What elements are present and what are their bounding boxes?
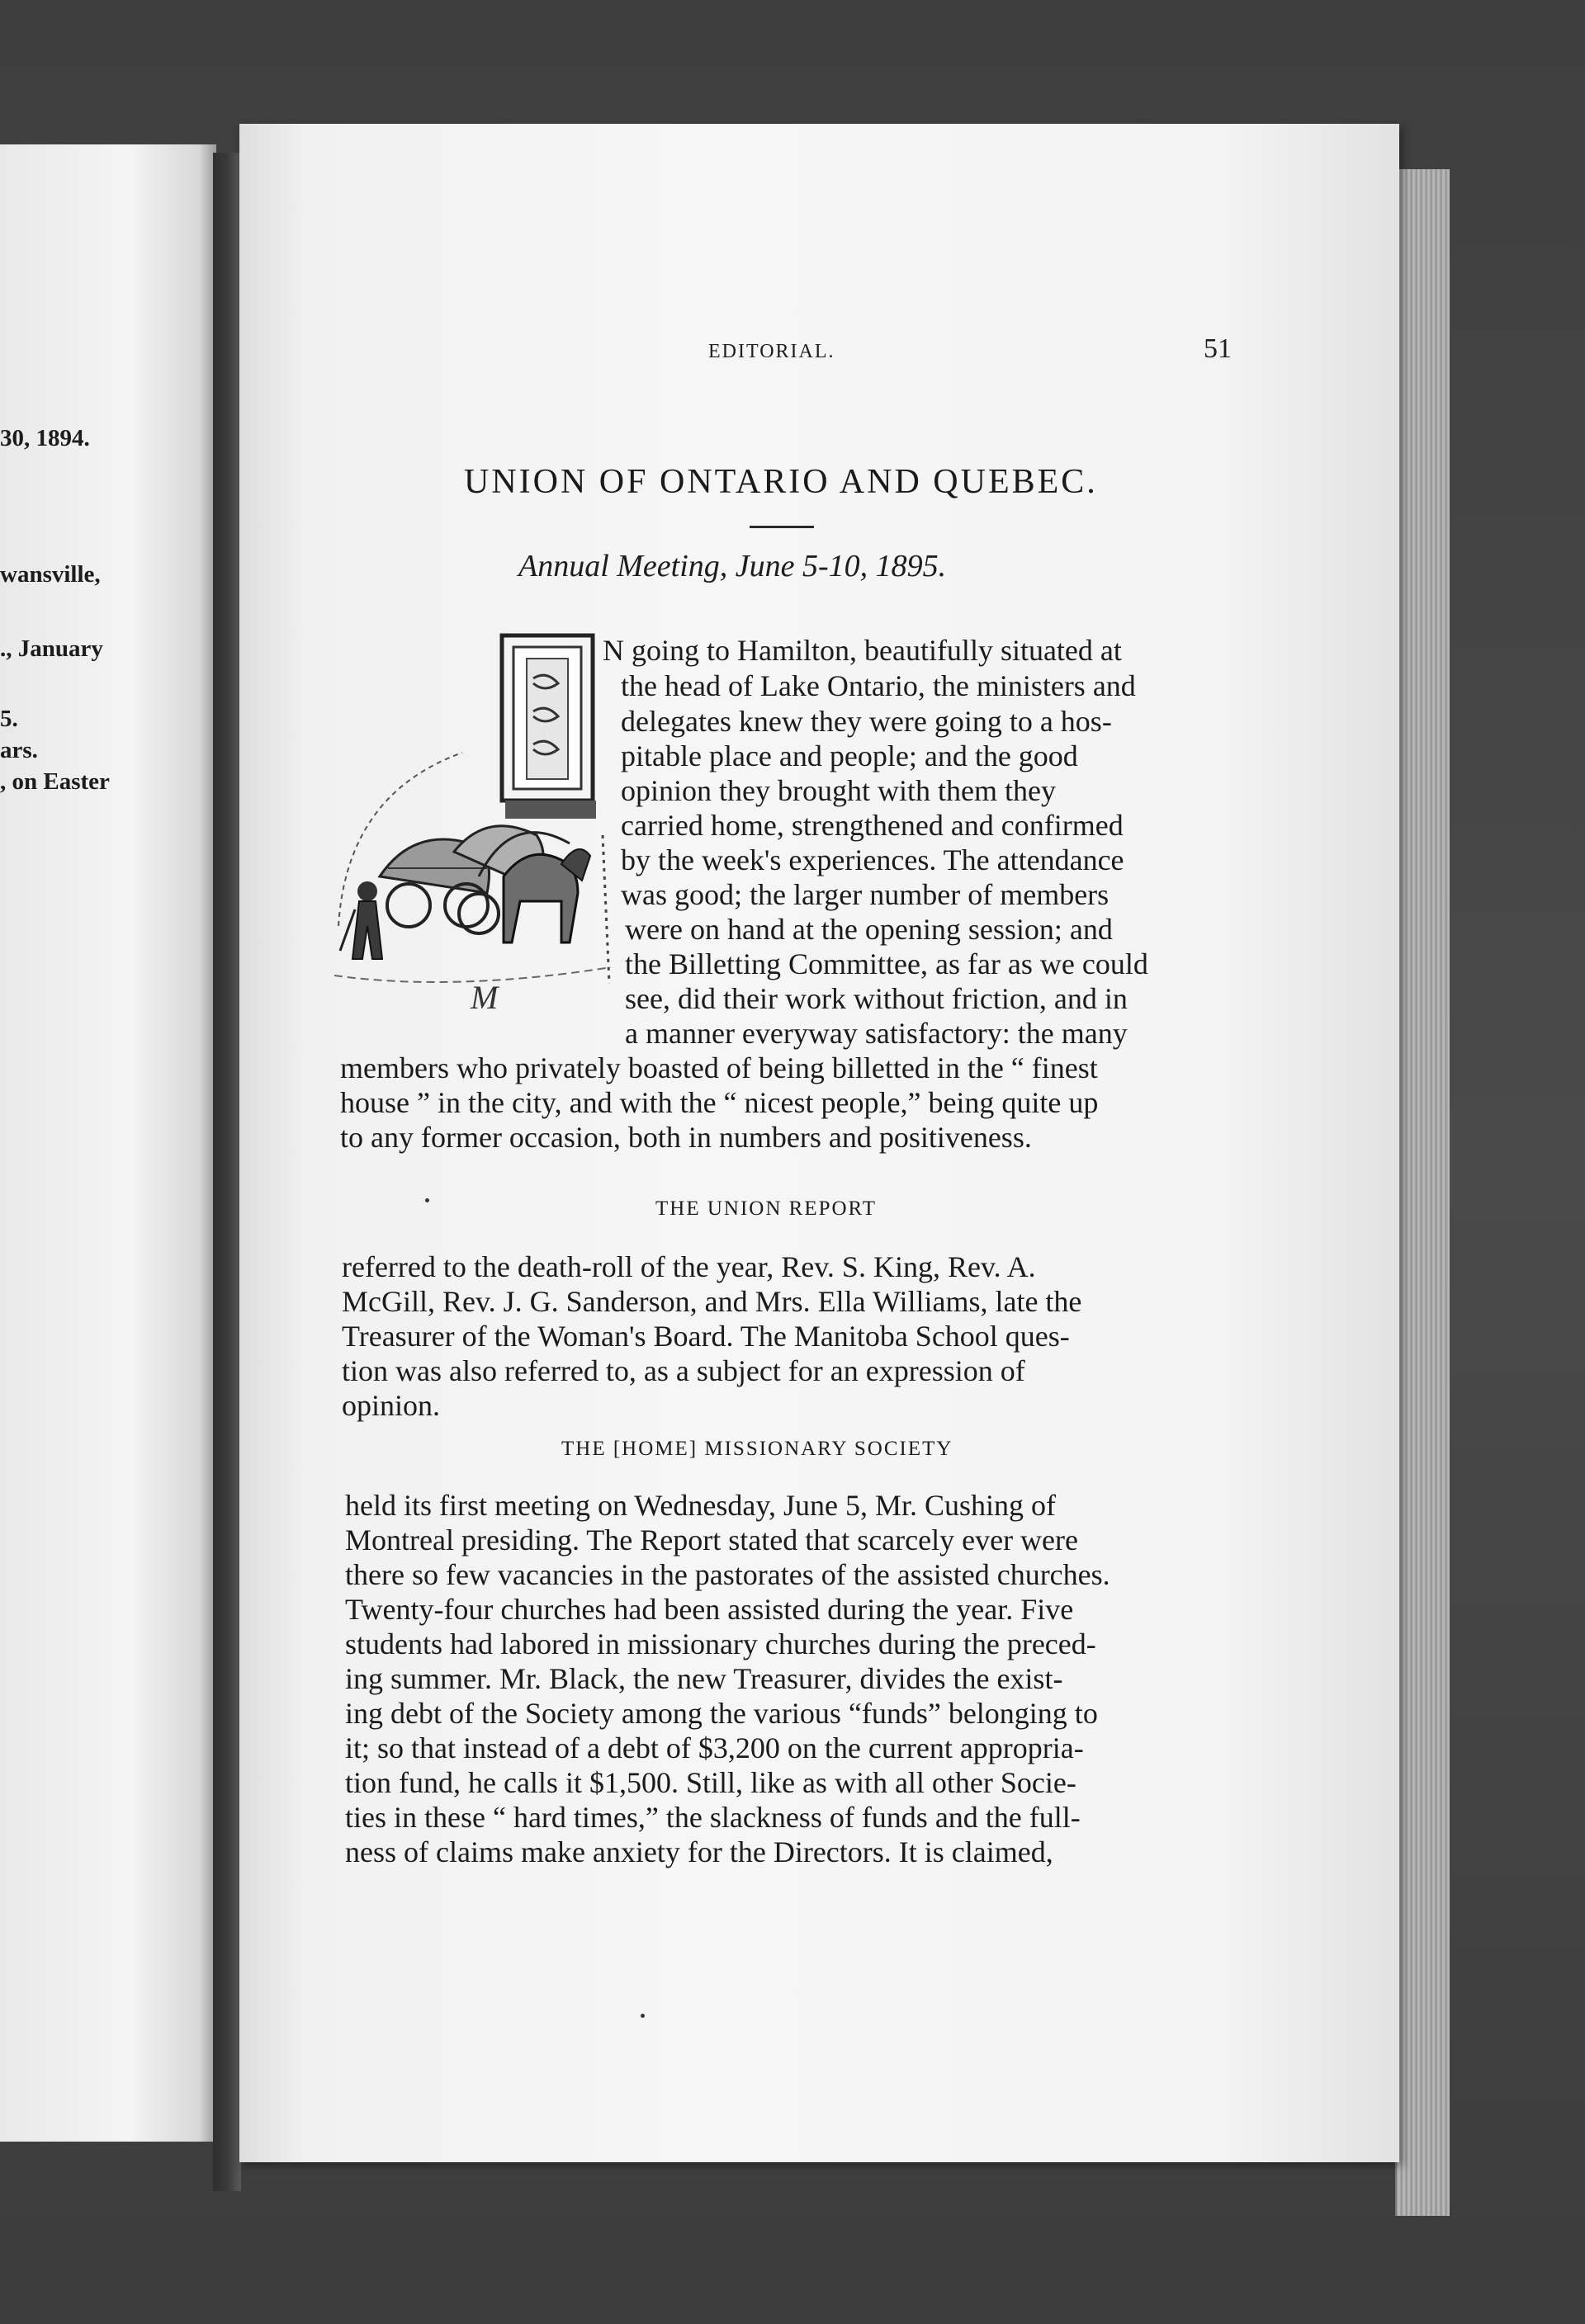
- body-line: a manner everyway satisfactory: the many: [625, 1017, 1128, 1050]
- body-line: students had labored in missionary churches during the preced-: [345, 1627, 1096, 1660]
- page-number: 51: [1204, 333, 1232, 364]
- left-page-line: 5.: [0, 706, 18, 732]
- body-line: held its first meeting on Wednesday, June 5, Mr. Cushing of: [345, 1489, 1057, 1522]
- article-subtitle: Annual Meeting, June 5-10, 1895.: [518, 549, 947, 583]
- title-rule: [750, 526, 814, 528]
- body-line: referred to the death-roll of the year, Rev. S. King, Rev. A.: [342, 1250, 1036, 1283]
- body-line: members who privately boasted of being billetted in the “ finest: [340, 1051, 1098, 1084]
- section-heading-union-report: THE UNION REPORT: [655, 1197, 877, 1220]
- body-line: ness of claims make anxiety for the Directors. It is claimed,: [345, 1835, 1053, 1868]
- article-title: UNION OF ONTARIO AND QUEBEC.: [464, 463, 1098, 501]
- body-line: the head of Lake Ontario, the ministers and: [621, 669, 1136, 702]
- left-page-line: 30, 1894.: [0, 425, 90, 451]
- drop-cap-letter-frame: [502, 635, 596, 819]
- body-line: Twenty-four churches had been assisted during the year. Five: [345, 1593, 1074, 1626]
- body-line: Treasurer of the Woman's Board. The Manitoba School ques-: [342, 1320, 1070, 1353]
- body-line: McGill, Rev. J. G. Sanderson, and Mrs. Ella Williams, late the: [342, 1285, 1082, 1318]
- body-line: the Billetting Committee, as far as we could: [625, 947, 1148, 980]
- running-head: EDITORIAL.: [708, 341, 835, 362]
- body-line: delegates knew they were going to a hos-: [621, 705, 1112, 738]
- page-block-edges: [1395, 169, 1450, 2216]
- body-line: house ” in the city, and with the “ nicest people,” being quite up: [340, 1086, 1099, 1119]
- body-line: tion was also referred to, as a subject for an expression of: [342, 1354, 1025, 1387]
- body-line: Montreal presiding. The Report stated that scarcely ever were: [345, 1523, 1078, 1556]
- body-line: see, did their work without friction, and in: [625, 982, 1128, 1015]
- print-speck: [425, 1198, 429, 1202]
- body-line: ties in these “ hard times,” the slackness of funds and the full-: [345, 1801, 1081, 1834]
- body-line: N going to Hamilton, beautifully situated at: [603, 634, 1122, 667]
- body-line: opinion.: [342, 1389, 441, 1422]
- artist-signature: M: [471, 979, 499, 1016]
- previous-page-edge: [0, 144, 216, 2142]
- body-line: by the week's experiences. The attendance: [621, 843, 1124, 876]
- left-page-line: ., January: [0, 635, 103, 662]
- book-gutter: [213, 153, 241, 2191]
- left-page-line: wansville,: [0, 561, 101, 588]
- illustrated-drop-cap-icon: [330, 629, 619, 1033]
- section-heading-missionary-society: THE [HOME] MISSIONARY SOCIETY: [561, 1438, 953, 1460]
- walking-man-illustration: [340, 881, 382, 959]
- body-line: ing summer. Mr. Black, the new Treasurer, divides the exist-: [345, 1662, 1063, 1695]
- body-line: carried home, strengthened and confirmed: [621, 809, 1124, 842]
- body-line: tion fund, he calls it $1,500. Still, like as with all other Socie-: [345, 1766, 1076, 1799]
- body-line: to any former occasion, both in numbers and positiveness.: [340, 1121, 1032, 1154]
- body-line: pitable place and people; and the good: [621, 739, 1078, 772]
- body-line: it; so that instead of a debt of $3,200 on the current appropria-: [345, 1731, 1084, 1764]
- body-line: was good; the larger number of members: [621, 878, 1110, 911]
- left-page-line: , on Easter: [0, 768, 110, 795]
- body-line: ing debt of the Society among the various “funds” belonging to: [345, 1697, 1098, 1730]
- body-line: opinion they brought with them they: [621, 774, 1056, 807]
- drop-cap-letter: I: [546, 730, 549, 739]
- body-line: there so few vacancies in the pastorates of the assisted churches.: [345, 1558, 1110, 1591]
- body-line: were on hand at the opening session; and: [625, 913, 1113, 946]
- print-speck: [641, 2014, 645, 2018]
- left-page-line: ars.: [0, 737, 38, 763]
